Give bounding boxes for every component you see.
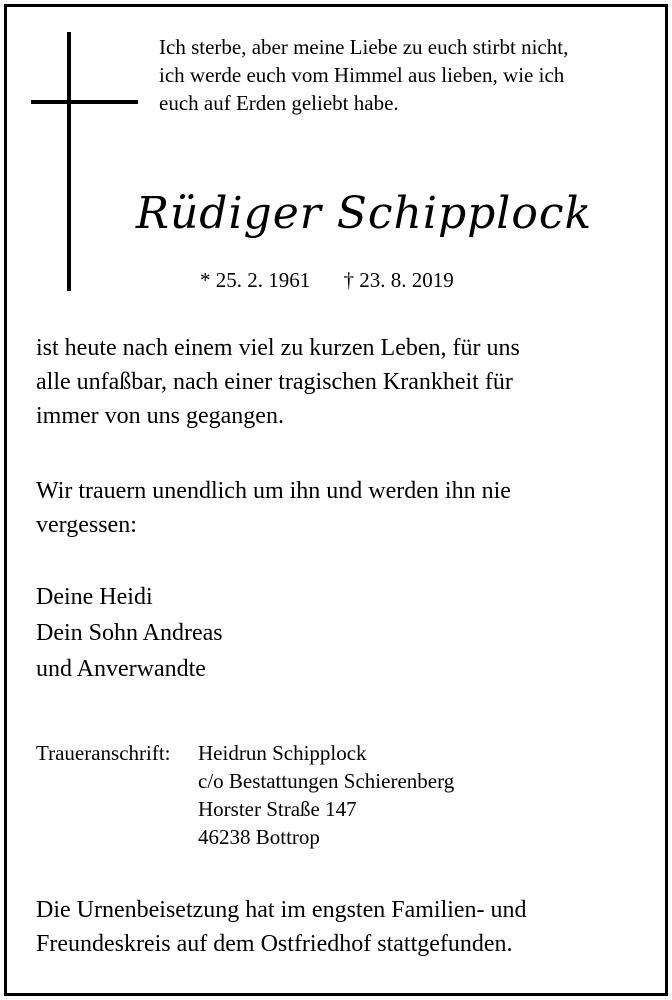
address-line: Horster Straße 147 — [198, 797, 357, 821]
death-date: † 23. 8. 2019 — [343, 268, 454, 292]
quote-line: Ich sterbe, aber meine Liebe zu euch stirbt nicht, — [159, 35, 569, 59]
address-line: c/o Bestattungen Schierenberg — [198, 769, 455, 793]
family-signatures — [36, 579, 223, 687]
family-member: Dein Sohn Andreas — [36, 620, 223, 646]
family-member: Deine Heidi — [36, 584, 153, 610]
life-dates — [200, 268, 454, 293]
address-line: 46238 Bottrop — [198, 825, 320, 849]
address-line: Heidrun Schipplock — [198, 741, 367, 765]
announcement-line: alle unfaßbar, nach einer tragischen Krankheit für — [36, 369, 513, 395]
mourning-text — [36, 474, 511, 542]
announcement-line: ist heute nach einem viel zu kurzen Leben, für uns — [36, 335, 520, 361]
birth-date: * 25. 2. 1961 — [200, 268, 311, 292]
announcement-line: immer von uns gegangen. — [36, 403, 284, 429]
cross-horizontal-bar — [31, 100, 138, 104]
mourning-line: vergessen: — [36, 512, 137, 538]
quote — [159, 33, 649, 117]
mourning-line: Wir trauern unendlich um ihn und werden ihn nie — [36, 478, 511, 504]
announcement-text — [36, 331, 520, 433]
quote-line: ich werde euch vom Himmel aus lieben, wie ich — [159, 63, 565, 87]
mourning-address — [36, 739, 454, 851]
family-member: und Anverwandte — [36, 656, 206, 682]
burial-notice — [36, 893, 527, 961]
cross-vertical-bar — [67, 32, 71, 291]
address-label: Traueranschrift: — [36, 741, 171, 765]
burial-line: Die Urnenbeisetzung hat im engsten Familien- und — [36, 897, 527, 923]
quote-line: euch auf Erden geliebt habe. — [159, 91, 399, 115]
deceased-name: Rüdiger Schipplock — [135, 188, 593, 239]
burial-line: Freundeskreis auf dem Ostfriedhof stattgefunden. — [36, 931, 513, 957]
